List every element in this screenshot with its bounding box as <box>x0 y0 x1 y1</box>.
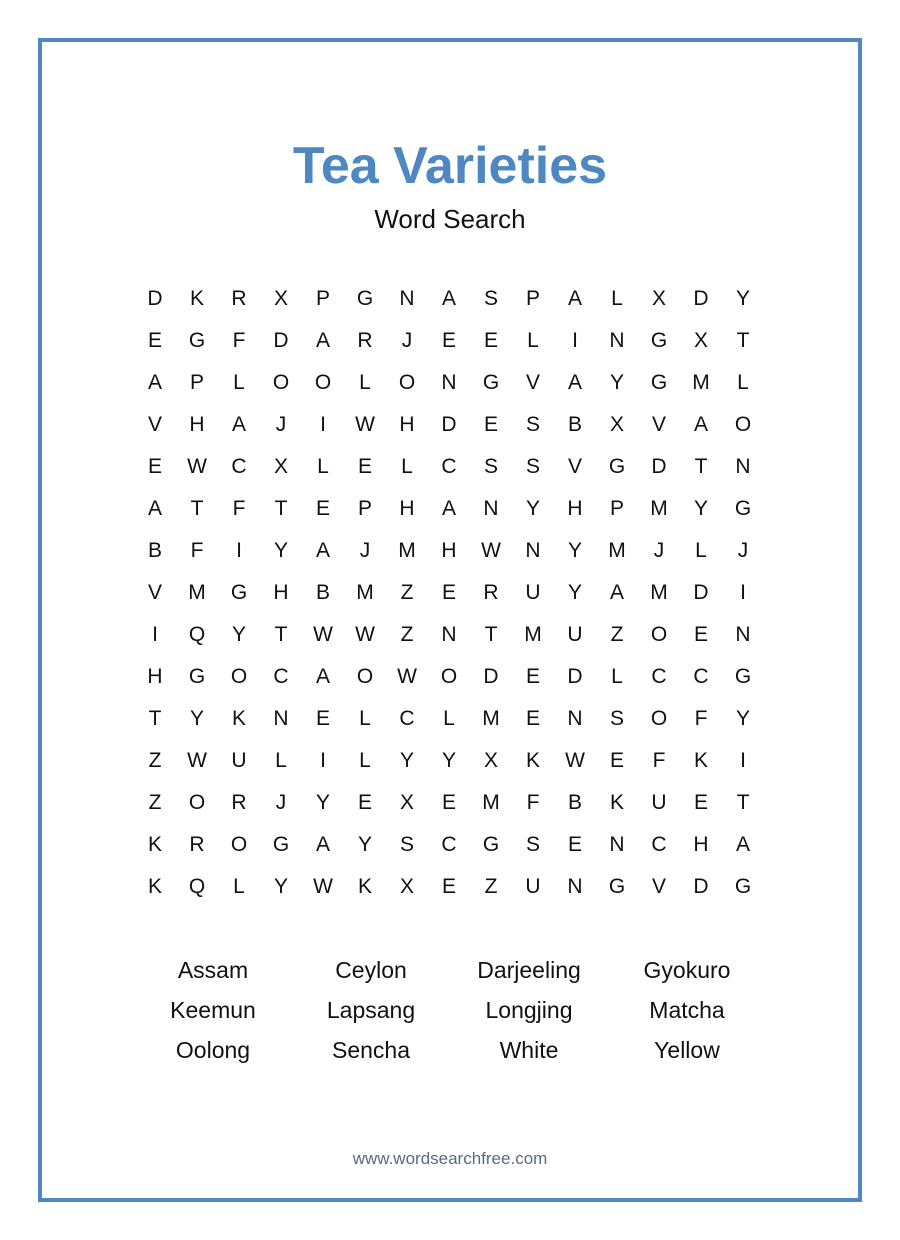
grid-letter: J <box>653 539 665 562</box>
grid-letter: E <box>357 455 372 478</box>
grid-letter: V <box>147 413 162 436</box>
grid-letter: U <box>567 623 583 646</box>
grid-letter: O <box>650 707 668 730</box>
grid-letter: L <box>443 707 455 730</box>
grid-letter: O <box>314 371 332 394</box>
grid-letter: G <box>650 371 668 394</box>
grid-letter: X <box>693 329 708 352</box>
word-list-item: Keemun <box>170 996 256 1023</box>
grid-letter: R <box>231 791 247 814</box>
grid-letter: Y <box>567 581 582 604</box>
grid-letter: K <box>231 707 246 730</box>
grid-letter: E <box>357 791 372 814</box>
grid-letter: N <box>399 287 415 310</box>
grid-letter: Y <box>735 287 750 310</box>
word-list-item: Darjeeling <box>477 956 581 983</box>
grid-letter: X <box>399 875 414 898</box>
grid-letter: U <box>651 791 667 814</box>
grid-letter: G <box>482 371 500 394</box>
grid-letter: Y <box>567 539 582 562</box>
grid-letter: V <box>567 455 582 478</box>
grid-letter: Y <box>525 497 540 520</box>
grid-letter: T <box>484 623 498 646</box>
word-list <box>134 950 766 1070</box>
grid-letter: E <box>483 329 498 352</box>
grid-letter: P <box>315 287 330 310</box>
grid-letter: N <box>273 707 289 730</box>
grid-letter: Y <box>231 623 246 646</box>
word-list-item: Longjing <box>485 996 573 1023</box>
word-list-item: Sencha <box>331 1036 410 1063</box>
grid-letter: M <box>356 581 374 604</box>
grid-letter: W <box>355 413 375 436</box>
grid-letter: S <box>399 833 414 856</box>
grid-letter: W <box>565 749 585 772</box>
grid-letter: J <box>275 791 287 814</box>
grid-letter: R <box>483 581 499 604</box>
grid-letter: Z <box>610 623 624 646</box>
grid-letter: Y <box>609 371 624 394</box>
grid-letter: Y <box>399 749 414 772</box>
grid-letter: L <box>275 749 287 772</box>
grid-letter: P <box>357 497 372 520</box>
grid-letter: A <box>231 413 246 436</box>
word-list-item: Oolong <box>175 1036 251 1063</box>
grid-letter: S <box>525 413 540 436</box>
grid-letter: B <box>147 539 162 562</box>
grid-letter: Z <box>148 749 162 772</box>
grid-letter: H <box>189 413 205 436</box>
grid-letter: T <box>694 455 708 478</box>
grid-letter: O <box>440 665 458 688</box>
grid-letter: S <box>609 707 624 730</box>
grid-letter: R <box>231 287 247 310</box>
grid-letter: M <box>650 581 668 604</box>
grid-letter: Z <box>148 791 162 814</box>
grid-letter: D <box>147 287 163 310</box>
grid-letter: G <box>188 329 206 352</box>
grid-letter: M <box>692 371 710 394</box>
grid-letter: G <box>230 581 248 604</box>
grid-letter: G <box>734 665 752 688</box>
grid-letter: L <box>401 455 413 478</box>
grid-letter: N <box>567 707 583 730</box>
grid-letter: X <box>273 287 288 310</box>
grid-letter: Y <box>315 791 330 814</box>
grid-letter: W <box>481 539 501 562</box>
grid-letter: L <box>233 371 245 394</box>
grid-letter: C <box>441 833 457 856</box>
grid-letter: L <box>527 329 539 352</box>
grid-letter: N <box>483 497 499 520</box>
grid-letter: N <box>735 455 751 478</box>
grid-letter: E <box>567 833 582 856</box>
grid-letter: P <box>189 371 204 394</box>
grid-letter: I <box>572 329 578 352</box>
grid-letter: W <box>397 665 417 688</box>
grid-letter: D <box>651 455 667 478</box>
word-list-item: Lapsang <box>326 996 416 1023</box>
grid-letter: K <box>189 287 204 310</box>
grid-letter: N <box>735 623 751 646</box>
word-list-item: Matcha <box>649 996 725 1023</box>
grid-letter: O <box>230 665 248 688</box>
grid-letter: K <box>147 875 162 898</box>
grid-letter: D <box>693 581 709 604</box>
grid-letter: A <box>735 833 750 856</box>
grid-letter: A <box>147 497 162 520</box>
grid-letter: G <box>188 665 206 688</box>
grid-letter: I <box>740 749 746 772</box>
grid-letter: D <box>273 329 289 352</box>
grid-letter: T <box>274 623 288 646</box>
grid-letter: T <box>736 329 750 352</box>
grid-letter: V <box>651 413 666 436</box>
grid-letter: E <box>441 791 456 814</box>
grid-letter: E <box>147 329 162 352</box>
grid-letter: G <box>356 287 374 310</box>
grid-letter: A <box>567 371 582 394</box>
grid-letter: C <box>651 833 667 856</box>
grid-letter: N <box>441 371 457 394</box>
grid-letter: M <box>608 539 626 562</box>
grid-letter: Z <box>400 623 414 646</box>
grid-letter: X <box>399 791 414 814</box>
grid-letter: H <box>567 497 583 520</box>
word-list-item: Assam <box>177 956 249 983</box>
grid-letter: A <box>315 833 330 856</box>
grid-letter: T <box>148 707 162 730</box>
grid-letter: O <box>398 371 416 394</box>
page-title: Tea Varieties <box>292 137 608 195</box>
grid-letter: E <box>315 707 330 730</box>
grid-letter: K <box>609 791 624 814</box>
grid-letter: W <box>187 749 207 772</box>
grid-letter: T <box>274 497 288 520</box>
grid-letter: C <box>399 707 415 730</box>
grid-letter: F <box>190 539 204 562</box>
grid-letter: G <box>734 497 752 520</box>
grid-letter: M <box>524 623 542 646</box>
grid-letter: H <box>399 413 415 436</box>
grid-letter: A <box>315 665 330 688</box>
grid-letter: K <box>357 875 372 898</box>
grid-letter: G <box>608 875 626 898</box>
grid-letter: A <box>315 329 330 352</box>
grid-letter: L <box>695 539 707 562</box>
grid-letter: E <box>693 623 708 646</box>
grid-letter: C <box>693 665 709 688</box>
grid-letter: S <box>525 455 540 478</box>
grid-letter: C <box>231 455 247 478</box>
grid-letter: M <box>482 707 500 730</box>
grid-letter: D <box>441 413 457 436</box>
grid-letter: A <box>567 287 582 310</box>
grid-letter: L <box>737 371 749 394</box>
grid-letter: B <box>315 581 330 604</box>
grid-letter: N <box>567 875 583 898</box>
grid-letter: N <box>609 833 625 856</box>
grid-letter: W <box>187 455 207 478</box>
grid-letter: V <box>147 581 162 604</box>
grid-letter: K <box>525 749 540 772</box>
grid-letter: O <box>734 413 752 436</box>
grid-letter: A <box>441 497 456 520</box>
grid-letter: K <box>147 833 162 856</box>
grid-letter: B <box>567 791 582 814</box>
letter-grid <box>134 278 764 908</box>
grid-letter: H <box>273 581 289 604</box>
grid-letter: W <box>355 623 375 646</box>
grid-letter: I <box>152 623 158 646</box>
grid-letter: E <box>441 329 456 352</box>
grid-letter: Q <box>188 875 206 898</box>
grid-letter: P <box>609 497 624 520</box>
grid-letter: L <box>611 665 623 688</box>
grid-letter: J <box>737 539 749 562</box>
grid-letter: C <box>651 665 667 688</box>
grid-letter: O <box>272 371 290 394</box>
grid-letter: H <box>441 539 457 562</box>
grid-letter: R <box>357 329 373 352</box>
grid-letter: O <box>188 791 206 814</box>
grid-letter: E <box>693 791 708 814</box>
grid-letter: Z <box>400 581 414 604</box>
grid-letter: O <box>650 623 668 646</box>
grid-letter: T <box>190 497 204 520</box>
grid-letter: Y <box>693 497 708 520</box>
grid-letter: Y <box>735 707 750 730</box>
grid-letter: M <box>188 581 206 604</box>
grid-letter: D <box>567 665 583 688</box>
grid-letter: L <box>233 875 245 898</box>
grid-letter: F <box>232 329 246 352</box>
grid-letter: S <box>483 287 498 310</box>
grid-letter: Y <box>189 707 204 730</box>
grid-letter: X <box>651 287 666 310</box>
grid-letter: J <box>401 329 413 352</box>
grid-letter: D <box>693 287 709 310</box>
grid-letter: L <box>359 707 371 730</box>
grid-letter: H <box>693 833 709 856</box>
grid-letter: G <box>272 833 290 856</box>
grid-letter: W <box>313 623 333 646</box>
grid-letter: A <box>147 371 162 394</box>
grid-letter: O <box>230 833 248 856</box>
grid-letter: F <box>694 707 708 730</box>
grid-letter: A <box>609 581 624 604</box>
footer-url: www.wordsearchfree.com <box>352 1149 548 1168</box>
grid-letter: E <box>483 413 498 436</box>
grid-letter: N <box>441 623 457 646</box>
grid-letter: J <box>275 413 287 436</box>
grid-letter: F <box>526 791 540 814</box>
grid-letter: Z <box>484 875 498 898</box>
word-list-item: White <box>499 1036 559 1063</box>
grid-letter: L <box>317 455 329 478</box>
grid-letter: E <box>147 455 162 478</box>
grid-letter: Y <box>273 539 288 562</box>
grid-letter: N <box>609 329 625 352</box>
grid-letter: E <box>525 665 540 688</box>
page-subtitle: Word Search <box>374 204 526 234</box>
grid-letter: G <box>734 875 752 898</box>
grid-letter: E <box>441 581 456 604</box>
word-list-item: Ceylon <box>335 956 407 983</box>
grid-letter: Y <box>273 875 288 898</box>
grid-letter: H <box>399 497 415 520</box>
grid-letter: B <box>567 413 582 436</box>
grid-letter: S <box>483 455 498 478</box>
grid-letter: I <box>236 539 242 562</box>
grid-letter: A <box>693 413 708 436</box>
grid-letter: M <box>482 791 500 814</box>
grid-letter: I <box>320 749 326 772</box>
grid-letter: M <box>650 497 668 520</box>
grid-letter: U <box>525 581 541 604</box>
grid-letter: D <box>483 665 499 688</box>
grid-letter: Y <box>441 749 456 772</box>
grid-letter: M <box>398 539 416 562</box>
grid-letter: I <box>740 581 746 604</box>
grid-letter: I <box>320 413 326 436</box>
grid-letter: U <box>231 749 247 772</box>
grid-letter: V <box>651 875 666 898</box>
grid-letter: X <box>273 455 288 478</box>
grid-letter: E <box>525 707 540 730</box>
grid-letter: P <box>525 287 540 310</box>
grid-letter: L <box>359 749 371 772</box>
grid-letter: K <box>693 749 708 772</box>
grid-letter: A <box>441 287 456 310</box>
grid-letter: D <box>693 875 709 898</box>
word-list-item: Gyokuro <box>643 956 731 983</box>
grid-letter: V <box>525 371 540 394</box>
grid-letter: C <box>441 455 457 478</box>
grid-letter: E <box>609 749 624 772</box>
grid-letter: X <box>483 749 498 772</box>
grid-letter: G <box>650 329 668 352</box>
grid-letter: N <box>525 539 541 562</box>
grid-letter: Q <box>188 623 206 646</box>
grid-letter: Y <box>357 833 372 856</box>
grid-letter: L <box>359 371 371 394</box>
grid-letter: L <box>611 287 623 310</box>
grid-letter: T <box>736 791 750 814</box>
grid-letter: W <box>313 875 333 898</box>
grid-letter: O <box>356 665 374 688</box>
grid-letter: R <box>189 833 205 856</box>
grid-letter: C <box>273 665 289 688</box>
grid-letter: A <box>315 539 330 562</box>
grid-letter: F <box>652 749 666 772</box>
grid-letter: X <box>609 413 624 436</box>
grid-letter: G <box>482 833 500 856</box>
grid-letter: E <box>441 875 456 898</box>
grid-letter: J <box>359 539 371 562</box>
grid-letter: U <box>525 875 541 898</box>
grid-letter: G <box>608 455 626 478</box>
grid-letter: H <box>147 665 163 688</box>
word-list-item: Yellow <box>654 1036 720 1063</box>
grid-letter: S <box>525 833 540 856</box>
grid-letter: F <box>232 497 246 520</box>
grid-letter: E <box>315 497 330 520</box>
